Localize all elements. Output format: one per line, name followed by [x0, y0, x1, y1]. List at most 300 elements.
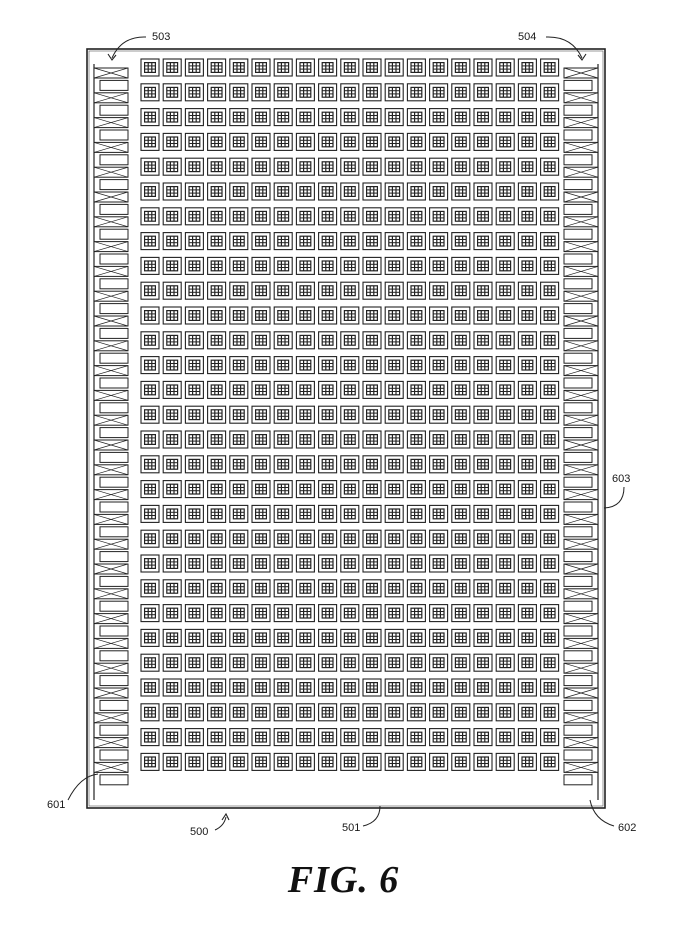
array-cell: [230, 679, 248, 696]
array-cell: [541, 109, 559, 126]
array-cell: [496, 729, 514, 746]
array-cell: [141, 208, 159, 225]
right-crosshatch-pad: [564, 589, 598, 599]
array-cell: [163, 208, 181, 225]
array-cell: [541, 307, 559, 324]
array-cell: [230, 456, 248, 473]
array-cell: [385, 629, 403, 646]
array-cell: [430, 580, 448, 597]
array-cell: [341, 605, 359, 622]
array-cell: [141, 679, 159, 696]
array-cell: [341, 84, 359, 101]
array-cell: [319, 679, 337, 696]
array-cell: [452, 431, 470, 448]
array-cell: [341, 753, 359, 770]
array-cell: [208, 555, 226, 572]
array-cell: [319, 704, 337, 721]
array-cell: [407, 704, 425, 721]
right-plain-pad: [564, 130, 592, 140]
array-cell: [185, 481, 203, 498]
array-cell: [452, 282, 470, 299]
array-cell: [296, 332, 314, 349]
array-cell: [363, 381, 381, 398]
array-cell: [385, 580, 403, 597]
array-cell: [407, 233, 425, 250]
array-cell: [407, 84, 425, 101]
array-cell: [163, 381, 181, 398]
array-cell: [407, 183, 425, 200]
label-601: 601: [47, 799, 66, 811]
array-cell: [185, 406, 203, 423]
left-plain-pad: [100, 130, 128, 140]
array-cell: [541, 208, 559, 225]
array-cell: [185, 183, 203, 200]
array-cell: [319, 257, 337, 274]
array-cell: [296, 282, 314, 299]
array-cell: [496, 654, 514, 671]
array-cell: [319, 580, 337, 597]
array-cell: [496, 381, 514, 398]
array-cell: [452, 654, 470, 671]
array-cell: [274, 332, 292, 349]
array-cell: [452, 332, 470, 349]
array-cell: [230, 629, 248, 646]
array-cell: [319, 183, 337, 200]
array-cell: [518, 332, 536, 349]
right-plain-pad: [564, 229, 592, 239]
array-cell: [163, 183, 181, 200]
array-cell: [252, 679, 270, 696]
array-cell: [274, 431, 292, 448]
array-cell: [452, 406, 470, 423]
array-cell: [518, 505, 536, 522]
array-cell: [141, 753, 159, 770]
array-cell: [230, 753, 248, 770]
array-cell: [496, 704, 514, 721]
left-crosshatch-pad: [94, 514, 128, 524]
array-cell: [208, 729, 226, 746]
array-cell: [296, 753, 314, 770]
array-cell: [518, 183, 536, 200]
right-crosshatch-pad: [564, 341, 598, 351]
array-cell: [252, 208, 270, 225]
array-cell: [208, 257, 226, 274]
array-cell: [407, 307, 425, 324]
right-plain-pad: [564, 155, 592, 165]
array-cell: [474, 456, 492, 473]
array-cell: [185, 282, 203, 299]
array-cell: [163, 605, 181, 622]
array-cell: [407, 257, 425, 274]
array-cell: [185, 158, 203, 175]
array-cell: [208, 381, 226, 398]
array-cell: [230, 332, 248, 349]
left-plain-pad: [100, 676, 128, 686]
right-plain-pad: [564, 676, 592, 686]
array-cell: [541, 158, 559, 175]
array-cell: [430, 431, 448, 448]
array-cell: [163, 332, 181, 349]
array-cell: [341, 59, 359, 76]
array-cell: [252, 580, 270, 597]
array-cell: [296, 133, 314, 150]
left-crosshatch-pad: [94, 415, 128, 425]
array-cell: [452, 233, 470, 250]
array-cell: [341, 158, 359, 175]
array-cell: [141, 605, 159, 622]
left-plain-pad: [100, 477, 128, 487]
array-cell: [452, 704, 470, 721]
right-plain-pad: [564, 403, 592, 413]
array-cell: [518, 580, 536, 597]
array-cell: [296, 729, 314, 746]
array-cell: [430, 59, 448, 76]
array-cell: [296, 654, 314, 671]
array-cell: [363, 208, 381, 225]
array-cell: [319, 109, 337, 126]
array-cell: [319, 84, 337, 101]
array-cell: [185, 505, 203, 522]
array-cell: [230, 530, 248, 547]
array-cell: [185, 233, 203, 250]
left-plain-pad: [100, 626, 128, 636]
array-cell: [208, 208, 226, 225]
array-cell: [185, 679, 203, 696]
array-cell: [341, 357, 359, 374]
right-crosshatch-pad: [564, 539, 598, 549]
array-cell: [185, 84, 203, 101]
array-cell: [208, 481, 226, 498]
figure-caption: FIG. 6: [287, 859, 400, 901]
array-cell: [385, 456, 403, 473]
array-cell: [407, 679, 425, 696]
array-cell: [541, 530, 559, 547]
array-cell: [474, 84, 492, 101]
array-cell: [230, 704, 248, 721]
array-cell: [363, 332, 381, 349]
array-cell: [296, 629, 314, 646]
array-cell: [452, 580, 470, 597]
left-plain-pad: [100, 576, 128, 586]
array-cell: [407, 109, 425, 126]
array-cell: [230, 605, 248, 622]
left-crosshatch-pad: [94, 316, 128, 326]
array-cell: [541, 704, 559, 721]
array-cell: [141, 158, 159, 175]
array-cell: [208, 109, 226, 126]
array-cell: [452, 183, 470, 200]
array-cell: [430, 84, 448, 101]
array-cell: [496, 753, 514, 770]
array-cell: [518, 481, 536, 498]
array-cell: [208, 654, 226, 671]
left-plain-pad: [100, 502, 128, 512]
array-cell: [385, 729, 403, 746]
array-cell: [541, 357, 559, 374]
left-crosshatch-pad: [94, 366, 128, 376]
right-crosshatch-pad: [564, 638, 598, 648]
array-cell: [496, 406, 514, 423]
left-crosshatch-pad: [94, 614, 128, 624]
array-cell: [230, 133, 248, 150]
array-cell: [208, 431, 226, 448]
array-cell: [274, 629, 292, 646]
right-crosshatch-pad: [564, 440, 598, 450]
array-cell: [252, 753, 270, 770]
array-cell: [430, 109, 448, 126]
array-cell: [341, 729, 359, 746]
array-cell: [452, 530, 470, 547]
array-cell: [385, 605, 403, 622]
right-crosshatch-pad: [564, 490, 598, 500]
right-plain-pad: [564, 204, 592, 214]
array-cell: [341, 282, 359, 299]
left-plain-pad: [100, 204, 128, 214]
array-cell: [230, 158, 248, 175]
array-cell: [208, 605, 226, 622]
array-cell: [341, 580, 359, 597]
array-cell: [252, 257, 270, 274]
right-plain-pad: [564, 601, 592, 611]
array-cell: [341, 679, 359, 696]
array-cell: [430, 233, 448, 250]
array-cell: [541, 629, 559, 646]
array-cell: [452, 257, 470, 274]
array-cell: [274, 84, 292, 101]
array-cell: [296, 357, 314, 374]
right-plain-pad: [564, 527, 592, 537]
array-cell: [274, 505, 292, 522]
array-cell: [141, 481, 159, 498]
array-cell: [185, 555, 203, 572]
array-cell: [296, 555, 314, 572]
array-cell: [185, 133, 203, 150]
array-cell: [141, 654, 159, 671]
array-cell: [385, 84, 403, 101]
array-cell: [363, 307, 381, 324]
array-cell: [496, 84, 514, 101]
left-crosshatch-pad: [94, 539, 128, 549]
left-crosshatch-pad: [94, 688, 128, 698]
array-cell: [541, 183, 559, 200]
array-cell: [208, 307, 226, 324]
array-cell: [385, 332, 403, 349]
right-crosshatch-pad: [564, 415, 598, 425]
array-cell: [385, 481, 403, 498]
left-crosshatch-pad: [94, 663, 128, 673]
array-cell: [252, 282, 270, 299]
left-plain-pad: [100, 229, 128, 239]
right-plain-pad: [564, 452, 592, 462]
array-cell: [474, 555, 492, 572]
array-cell: [541, 332, 559, 349]
array-cell: [163, 109, 181, 126]
array-cell: [341, 332, 359, 349]
array-cell: [230, 257, 248, 274]
array-cell: [541, 679, 559, 696]
array-cell: [385, 183, 403, 200]
array-cell: [407, 332, 425, 349]
array-cell: [474, 307, 492, 324]
array-cell: [163, 456, 181, 473]
array-cell: [230, 183, 248, 200]
array-cell: [185, 257, 203, 274]
array-cell: [319, 456, 337, 473]
right-plain-pad: [564, 105, 592, 115]
left-crosshatch-pad: [94, 465, 128, 475]
label-501: 501: [342, 822, 361, 834]
array-cell: [407, 505, 425, 522]
array-cell: [474, 605, 492, 622]
array-cell: [541, 456, 559, 473]
array-cell: [518, 704, 536, 721]
left-crosshatch-pad: [94, 118, 128, 128]
right-plain-pad: [564, 750, 592, 760]
array-cell: [341, 208, 359, 225]
left-crosshatch-pad: [94, 142, 128, 152]
array-cell: [274, 109, 292, 126]
leader-501: [363, 806, 380, 826]
array-cell: [252, 158, 270, 175]
array-cell: [296, 456, 314, 473]
array-cell: [341, 257, 359, 274]
right-crosshatch-pad: [564, 366, 598, 376]
array-cell: [518, 679, 536, 696]
right-plain-pad: [564, 304, 592, 314]
left-plain-pad: [100, 527, 128, 537]
array-cell: [452, 605, 470, 622]
array-cell: [185, 456, 203, 473]
array-cell: [208, 530, 226, 547]
array-cell: [541, 381, 559, 398]
array-cell: [407, 357, 425, 374]
array-cell: [296, 431, 314, 448]
array-cell: [252, 431, 270, 448]
array-cell: [430, 183, 448, 200]
left-plain-pad: [100, 700, 128, 710]
array-cell: [319, 605, 337, 622]
array-cell: [185, 629, 203, 646]
array-cell: [474, 282, 492, 299]
array-cell: [208, 505, 226, 522]
array-cell: [319, 505, 337, 522]
array-cell: [230, 208, 248, 225]
array-cell: [541, 84, 559, 101]
array-cell: [385, 357, 403, 374]
left-crosshatch-pad: [94, 738, 128, 748]
right-plain-pad: [564, 502, 592, 512]
label-504: 504: [518, 31, 537, 43]
array-cell: [208, 84, 226, 101]
array-cell: [496, 208, 514, 225]
right-crosshatch-pad: [564, 316, 598, 326]
array-cell: [319, 431, 337, 448]
array-cell: [385, 59, 403, 76]
array-cell: [474, 729, 492, 746]
array-cell: [518, 257, 536, 274]
array-cell: [452, 84, 470, 101]
array-cell: [208, 133, 226, 150]
array-cell: [430, 481, 448, 498]
array-cell: [252, 481, 270, 498]
array-cell: [252, 605, 270, 622]
left-crosshatch-pad: [94, 440, 128, 450]
right-plain-pad: [564, 626, 592, 636]
array-cell: [252, 555, 270, 572]
array-cell: [230, 307, 248, 324]
array-cell: [274, 357, 292, 374]
array-cell: [407, 753, 425, 770]
array-cell: [407, 456, 425, 473]
array-cell: [363, 282, 381, 299]
leader-603: [604, 487, 624, 508]
array-cell: [407, 158, 425, 175]
array-cell: [252, 59, 270, 76]
array-cell: [518, 555, 536, 572]
array-cell: [252, 456, 270, 473]
array-cell: [474, 753, 492, 770]
array-cell: [274, 233, 292, 250]
array-cell: [296, 605, 314, 622]
array-cell: [452, 629, 470, 646]
array-cell: [407, 481, 425, 498]
array-cell: [163, 729, 181, 746]
array-cell: [518, 158, 536, 175]
array-cell: [319, 133, 337, 150]
array-cell: [430, 605, 448, 622]
array-cell: [518, 406, 536, 423]
left-plain-pad: [100, 428, 128, 438]
array-cell: [430, 332, 448, 349]
array-cell: [208, 456, 226, 473]
array-cell: [496, 456, 514, 473]
array-cell: [296, 109, 314, 126]
array-cell: [141, 431, 159, 448]
array-cell: [496, 530, 514, 547]
array-cell: [141, 456, 159, 473]
array-cell: [230, 654, 248, 671]
array-cell: [407, 605, 425, 622]
array-cell: [474, 208, 492, 225]
array-cell: [341, 654, 359, 671]
array-cell: [496, 158, 514, 175]
array-cell: [430, 629, 448, 646]
array-cell: [185, 59, 203, 76]
array-cell: [141, 84, 159, 101]
array-cell: [363, 481, 381, 498]
array-cell: [319, 59, 337, 76]
array-cell: [141, 381, 159, 398]
array-cell: [407, 431, 425, 448]
array-cell: [541, 605, 559, 622]
array-cell: [319, 555, 337, 572]
array-cell: [141, 530, 159, 547]
array-cell: [363, 406, 381, 423]
array-cell: [452, 505, 470, 522]
array-cell: [496, 332, 514, 349]
right-crosshatch-pad: [564, 738, 598, 748]
array-cell: [230, 233, 248, 250]
left-plain-pad: [100, 452, 128, 462]
array-cell: [141, 505, 159, 522]
array-cell: [363, 357, 381, 374]
array-cell: [496, 679, 514, 696]
array-cell: [518, 431, 536, 448]
right-plain-pad: [564, 651, 592, 661]
left-plain-pad: [100, 304, 128, 314]
array-cell: [407, 133, 425, 150]
array-cell: [474, 109, 492, 126]
